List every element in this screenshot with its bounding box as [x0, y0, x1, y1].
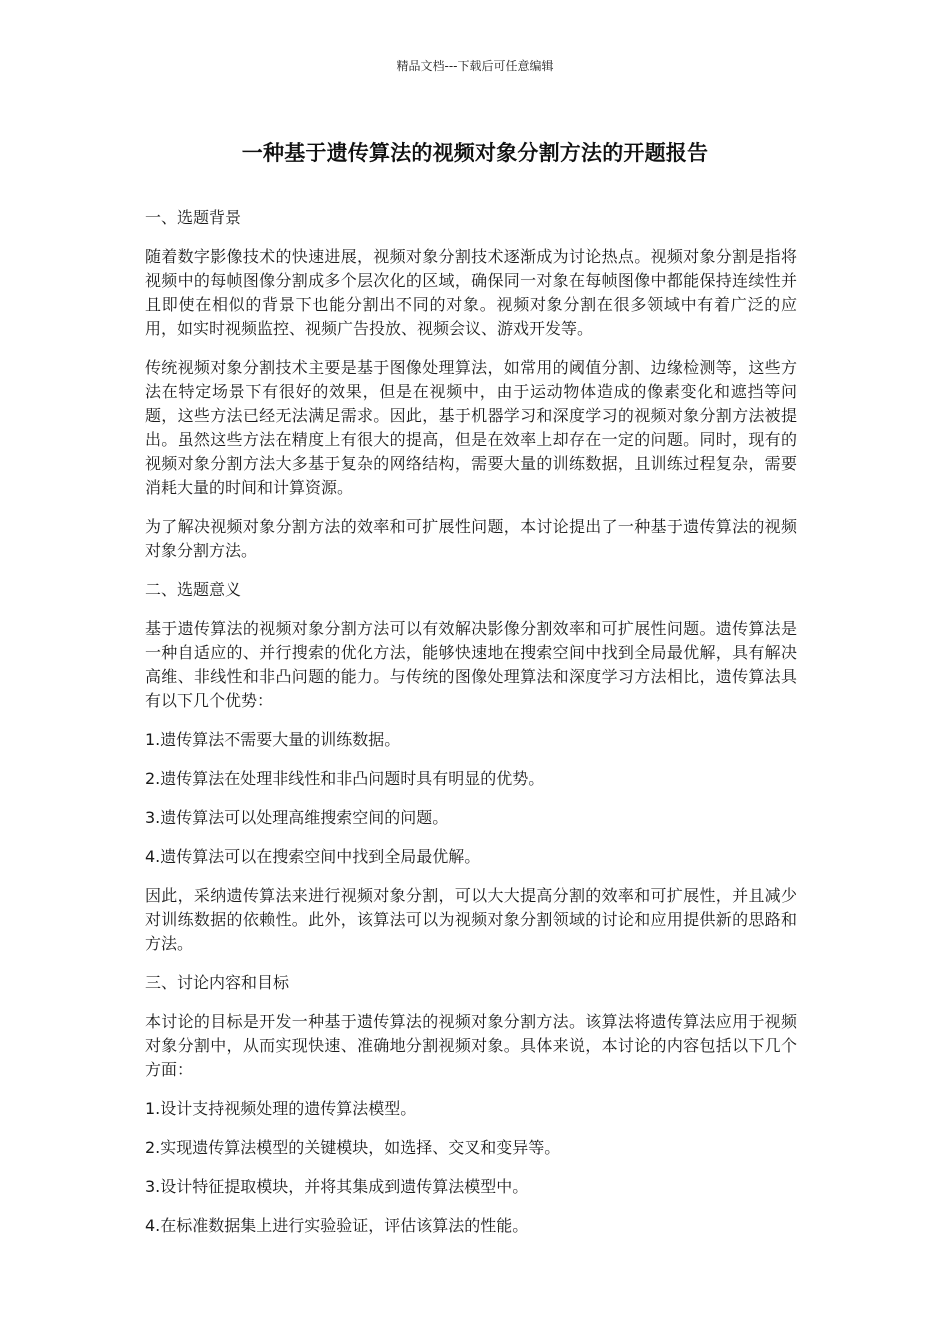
- list-item: 3.遗传算法可以处理高维搜索空间的问题。: [145, 808, 449, 827]
- list-item: 4.在标准数据集上进行实验验证，评估该算法的性能。: [145, 1216, 529, 1235]
- paragraph: 随着数字影像技术的快速进展，视频对象分割技术逐渐成为讨论热点。视频对象分割是指将视频中的每帧图像分割成多个层次化的区域，确保同一对象在每帧图像中都能保持连续性并且即使在相似的背景下也能分割出不同的对象。视频对象分割在很多领域中有着广泛的应用，如实时视频监控、视频广告投放、视频会议、游戏开发等。: [145, 247, 797, 338]
- paragraph: 基于遗传算法的视频对象分割方法可以有效解决影像分割效率和可扩展性问题。遗传算法是一种自适应的、并行搜索的优化方法，能够快速地在搜索空间中找到全局最优解，具有解决高维、非线性和非凸问题的能力。与传统的图像处理算法和深度学习方法相比，遗传算法具有以下几个优势：: [145, 619, 797, 710]
- paragraph: 为了解决视频对象分割方法的效率和可扩展性问题，本讨论提出了一种基于遗传算法的视频对象分割方法。: [145, 517, 797, 560]
- list-item: 2.实现遗传算法模型的关键模块，如选择、交叉和变异等。: [145, 1138, 561, 1157]
- section-heading-background: 一、选题背景: [145, 208, 242, 227]
- paragraph: 传统视频对象分割技术主要是基于图像处理算法，如常用的阈值分割、边缘检测等，这些方法在特定场景下有很好的效果，但是在视频中，由于运动物体造成的像素变化和遮挡等问题，这些方法已经无法满足需求。因此，基于机器学习和深度学习的视频对象分割方法被提出。虽然这些方法在精度上有很大的提高，但是在效率上却存在一定的问题。同时，现有的视频对象分割方法大多基于复杂的网络结构，需要大量的训练数据，且训练过程复杂，需要消耗大量的时间和计算资源。: [145, 358, 797, 497]
- list-item: 4.遗传算法可以在搜索空间中找到全局最优解。: [145, 847, 481, 866]
- list-item: 3.设计特征提取模块，并将其集成到遗传算法模型中。: [145, 1177, 529, 1196]
- paragraph: 本讨论的目标是开发一种基于遗传算法的视频对象分割方法。该算法将遗传算法应用于视频对象分割中，从而实现快速、准确地分割视频对象。具体来说，本讨论的内容包括以下几个方面：: [145, 1012, 797, 1079]
- header-note: 精品文档---下载后可任意编辑: [396, 59, 554, 73]
- section-heading-significance: 二、选题意义: [145, 580, 242, 599]
- paragraph: 因此，采纳遗传算法来进行视频对象分割，可以大大提高分割的效率和可扩展性，并且减少对训练数据的依赖性。此外，该算法可以为视频对象分割领域的讨论和应用提供新的思路和方法。: [145, 886, 797, 953]
- document-title: 一种基于遗传算法的视频对象分割方法的开题报告: [241, 141, 709, 165]
- list-item: 1.遗传算法不需要大量的训练数据。: [145, 730, 401, 749]
- list-item: 2.遗传算法在处理非线性和非凸问题时具有明显的优势。: [145, 769, 545, 788]
- section-heading-content-goals: 三、讨论内容和目标: [145, 973, 290, 992]
- document-body: [145, 206, 797, 1253]
- list-item: 1.设计支持视频处理的遗传算法模型。: [145, 1099, 417, 1118]
